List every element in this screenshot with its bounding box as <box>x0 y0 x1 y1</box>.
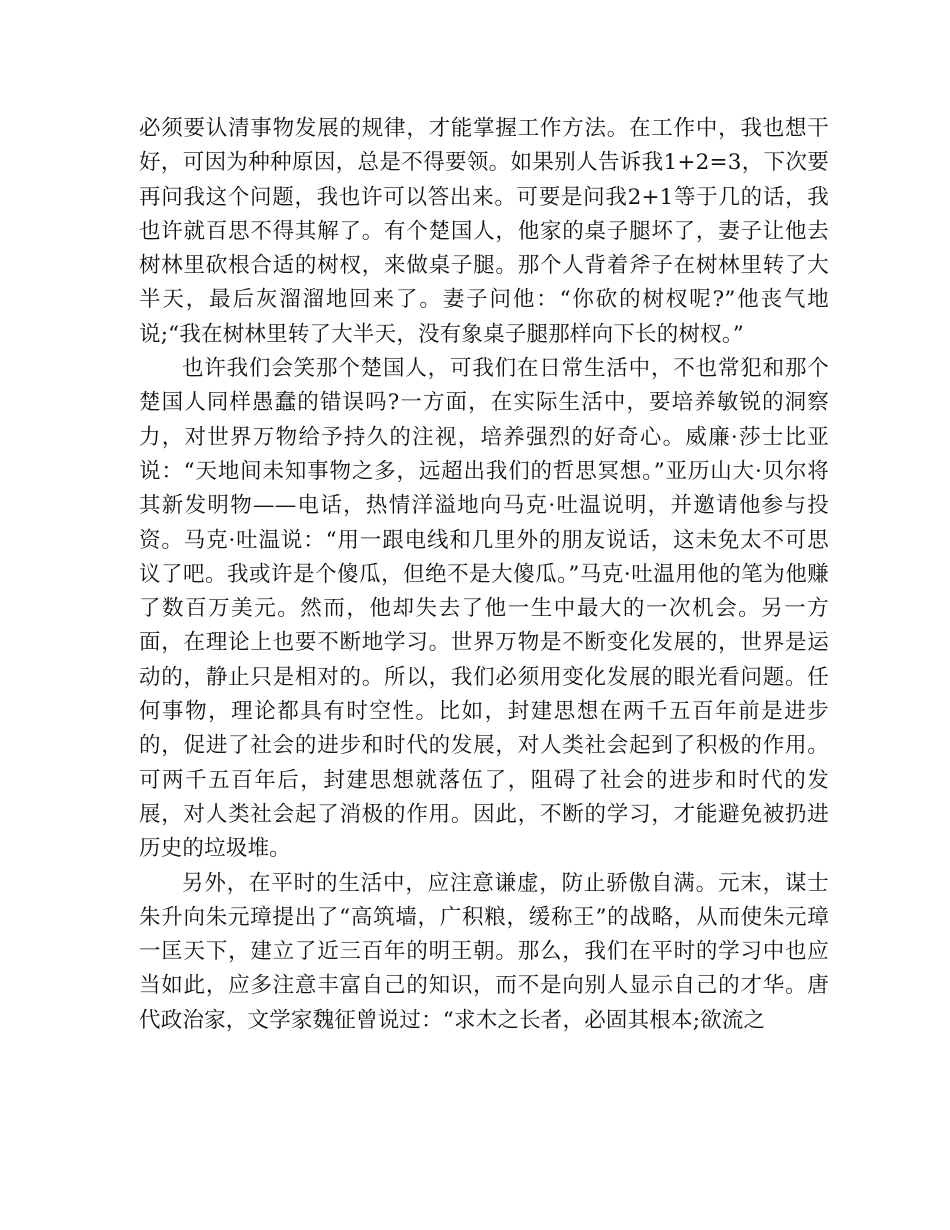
paragraph-2: 也许我们会笑那个楚国人，可我们在日常生活中，不也常犯和那个楚国人同样愚蠢的错误吗?一方面，在实际生活中，要培养敏锐的洞察力，对世界万物给予持久的注视，培养强烈的好奇心。威廉·莎士比亚说：“天地间未知事物之多，远超出我们的哲思冥想。”亚历山大·贝尔将其新发明物——电话，热情洋溢地向马克·吐温说明，并邀请他参与投资。马克·吐温说：“用一跟电线和几里外的朋友说话，这未免太不可思议了吧。我或许是个傻瓜，但绝不是大傻瓜。”马克·吐温用他的笔为他赚了数百万美元。然而，他却失去了他一生中最大的一次机会。另一方面，在理论上也要不断地学习。世界万物是不断变化发展的，世界是运动的，静止只是相对的。所以，我们必须用变化发展的眼光看问题。任何事物，理论都具有时空性。比如，封建思想在两千五百年前是进步的，促进了社会的进步和时代的发展，对人类社会起到了积极的作用。可两千五百年后，封建思想就落伍了，阻碍了社会的进步和时代的发展，对人类社会起了消极的作用。因此，不断的学习，才能避免被扔进历史的垃圾堆。 <box>139 356 829 862</box>
paragraph-1: 必须要认清事物发展的规律，才能掌握工作方法。在工作中，我也想干好，可因为种种原因，总是不得要领。如果别人告诉我1+2=3，下次要再问我这个问题，我也许可以答出来。可要是问我2+1等于几的话，我也许就百思不得其解了。有个楚国人，他家的桌子腿坏了，妻子让他去树林里砍根合适的树杈，来做桌子腿。那个人背着斧子在树林里转了大半天，最后灰溜溜地回来了。妻子问他：“你砍的树杈呢?”他丧气地说;“我在树林里转了大半天，没有象桌子腿那样向下长的树杈。” <box>139 116 829 347</box>
document-body <box>139 112 829 1038</box>
paragraph-3: 另外，在平时的生活中，应注意谦虚，防止骄傲自满。元末，谋士朱升向朱元璋提出了“高筑墙，广积粮，缓称王”的战略，从而使朱元璋一匡天下，建立了近三百年的明王朝。那么，我们在平时的学习中也应当如此，应多注意丰富自己的知识，而不是向别人显示自己的才华。唐代政治家，文学家魏征曾说过：“求木之长者，必固其根本;欲流之 <box>139 870 829 1033</box>
